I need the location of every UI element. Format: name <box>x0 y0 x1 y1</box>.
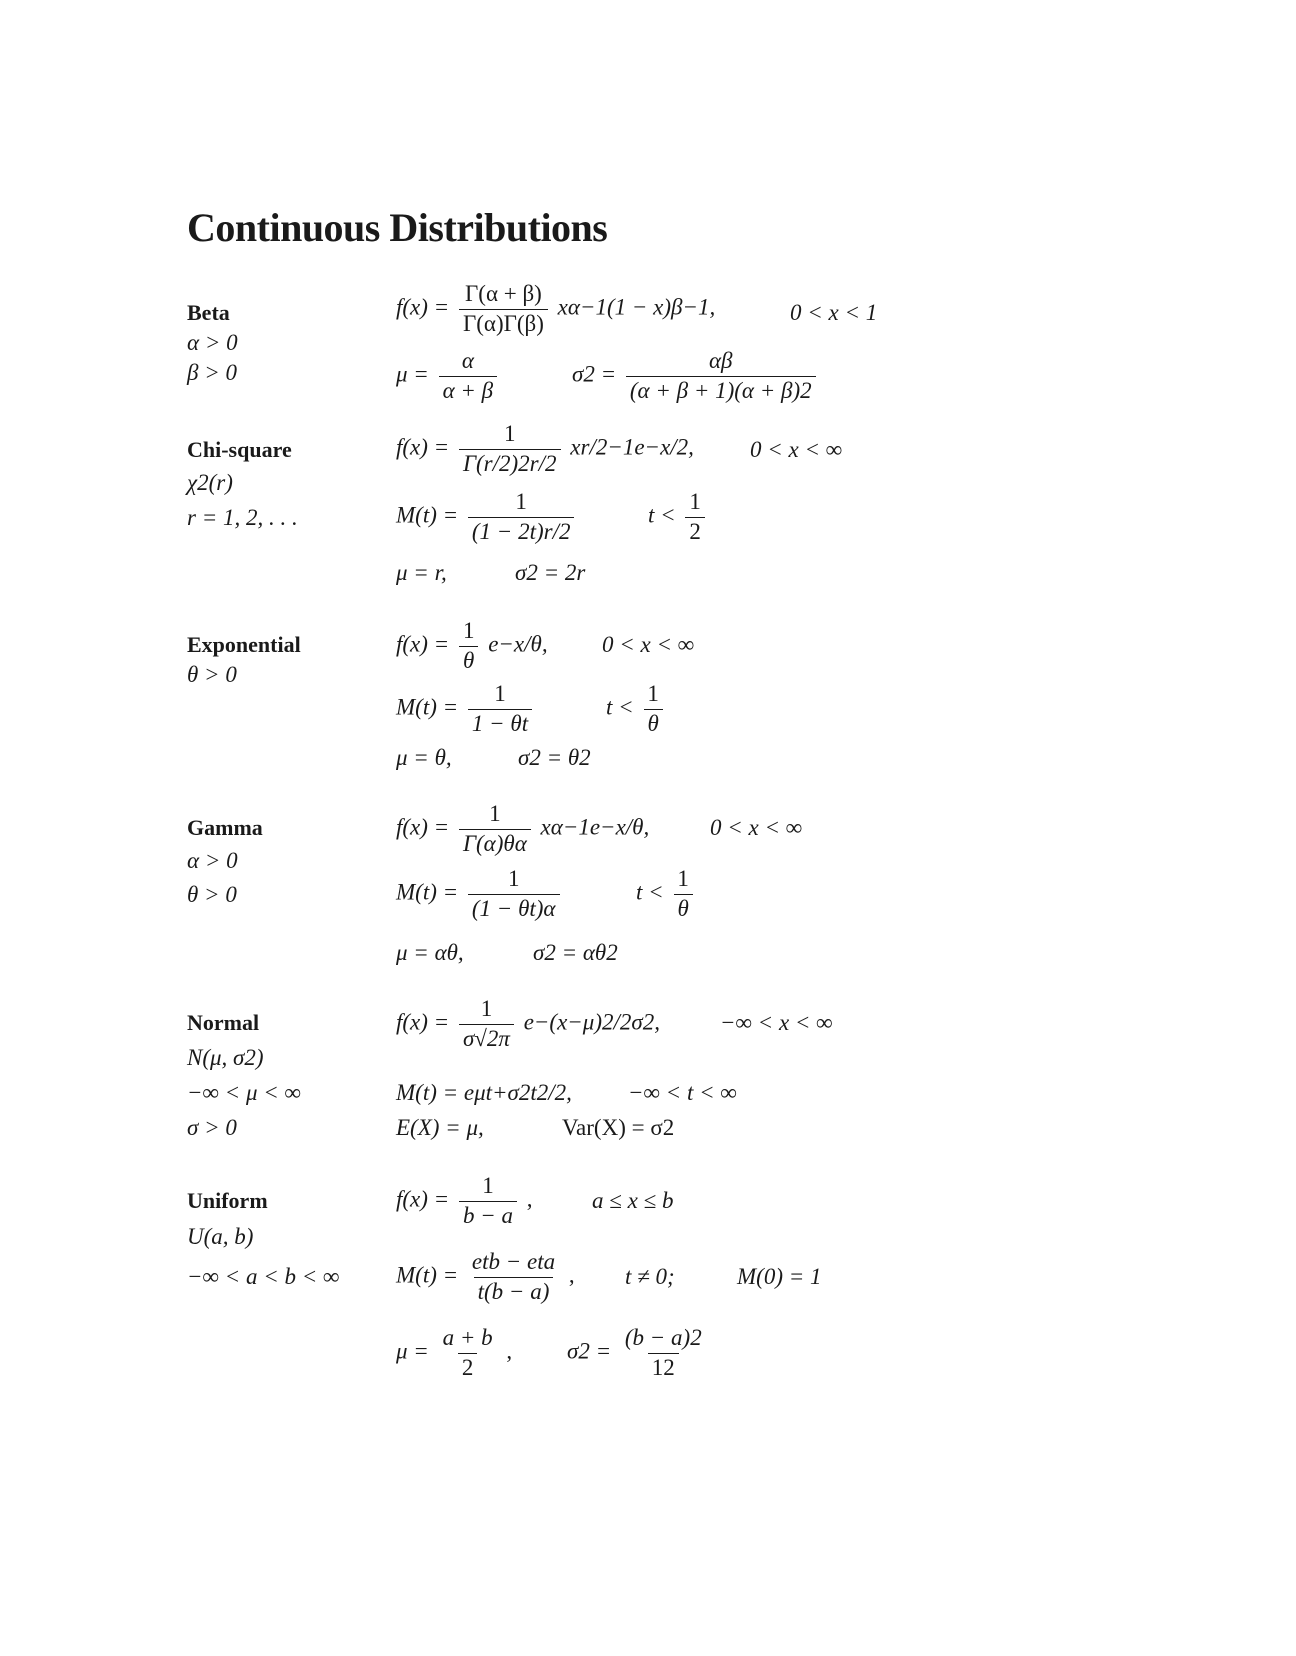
normal-name: Normal <box>187 1010 260 1035</box>
exponential-support: 0 < x < ∞ <box>602 632 695 657</box>
normal-mgf-condition: −∞ < t < ∞ <box>628 1080 737 1105</box>
gamma-variance: σ2 = αθ2 <box>533 940 618 965</box>
uniform-mgf-at-zero: M(0) = 1 <box>737 1264 822 1289</box>
normal-param-2: −∞ < μ < ∞ <box>187 1080 301 1105</box>
uniform-mgf: M(t) = etb − eta t(b − a) , <box>396 1248 575 1307</box>
chisq-name: Chi-square <box>187 437 292 462</box>
normal-param-1: N(μ, σ2) <box>187 1045 264 1070</box>
uniform-support: a ≤ x ≤ b <box>592 1188 674 1213</box>
chisq-variance: σ2 = 2r <box>515 560 586 585</box>
gamma-param-1: α > 0 <box>187 848 238 873</box>
uniform-pdf: f(x) = $\frac{1}{b - a}$ , <box>396 1172 532 1231</box>
beta-name: Beta <box>187 300 230 325</box>
chisq-param-1: χ2(r) <box>187 470 233 495</box>
uniform-mgf-condition: t ≠ 0; <box>625 1264 675 1289</box>
normal-mgf: M(t) = eμt+σ2t2/2, <box>396 1080 572 1105</box>
normal-param-3: σ > 0 <box>187 1115 237 1140</box>
beta-pdf: f(x) = $\frac{\Gamma(\alpha + \beta)}{\Gamma(\alpha)\Gamma(\beta)}$ xα−1(1 − x)β−1, <box>396 280 715 339</box>
exponential-pdf: f(x) = $\frac{1}{\theta}$ e−x/θ, <box>396 617 548 676</box>
chisq-mean: μ = r, <box>396 560 447 585</box>
uniform-mean: μ = $\frac{a + b}{2}$ , <box>396 1324 512 1383</box>
beta-mean: μ = $\frac{\alpha}{\alpha + \beta}$ <box>396 347 501 406</box>
gamma-mean: μ = αθ, <box>396 940 464 965</box>
uniform-variance: σ2 = $\frac{(b - a)2}{12}$ <box>567 1324 710 1383</box>
uniform-param-1: U(a, b) <box>187 1224 254 1249</box>
exponential-name: Exponential <box>187 632 301 657</box>
gamma-mgf: M(t) = $\frac{1}{(1 - \theta t)\alpha}$ <box>396 865 564 924</box>
normal-support: −∞ < x < ∞ <box>720 1010 833 1035</box>
chisq-support: 0 < x < ∞ <box>750 437 843 462</box>
gamma-param-2: θ > 0 <box>187 882 237 907</box>
normal-mean: E(X) = μ, <box>396 1115 484 1140</box>
chisq-mgf-condition: t < $\frac{1}{2}$ <box>648 488 709 547</box>
beta-param-2: β > 0 <box>187 360 237 385</box>
normal-pdf: f(x) = $\frac{1}{\sigma√2\pi}$ e−(x−μ)2/2σ2, <box>396 995 660 1054</box>
chisq-param-2: r = 1, 2, . . . <box>187 505 298 530</box>
normal-variance: Var(X) = σ2 <box>562 1115 675 1140</box>
uniform-name: Uniform <box>187 1188 268 1213</box>
beta-variance: σ2 = $\frac{\alpha\beta}{(\alpha + \beta + 1)(\alpha + \beta)2}$ <box>572 347 820 406</box>
beta-support: 0 < x < 1 <box>790 300 878 325</box>
chisq-pdf: f(x) = $\frac{1}{\Gamma(r/2)2r/2}$ xr/2−1e−x/2, <box>396 420 694 479</box>
exponential-mgf-condition: t < $\frac{1}{\theta}$ <box>606 680 667 739</box>
chisq-mgf: M(t) = $\frac{1}{(1 - 2t)r/2}$ <box>396 488 578 547</box>
gamma-mgf-condition: t < $\frac{1}{\theta}$ <box>636 865 697 924</box>
gamma-support: 0 < x < ∞ <box>710 815 803 840</box>
beta-param-1: α > 0 <box>187 330 238 355</box>
gamma-name: Gamma <box>187 815 263 840</box>
exponential-variance: σ2 = θ2 <box>518 745 591 770</box>
page-title: Continuous Distributions <box>187 205 608 250</box>
uniform-param-2: −∞ < a < b < ∞ <box>187 1264 340 1289</box>
exponential-param-1: θ > 0 <box>187 662 237 687</box>
exponential-mgf: M(t) = $\frac{1}{1 - \theta t}$ <box>396 680 536 739</box>
exponential-mean: μ = θ, <box>396 745 452 770</box>
gamma-pdf: f(x) = $\frac{1}{\Gamma(\alpha)\theta\alpha}$ xα−1e−x/θ, <box>396 800 649 859</box>
